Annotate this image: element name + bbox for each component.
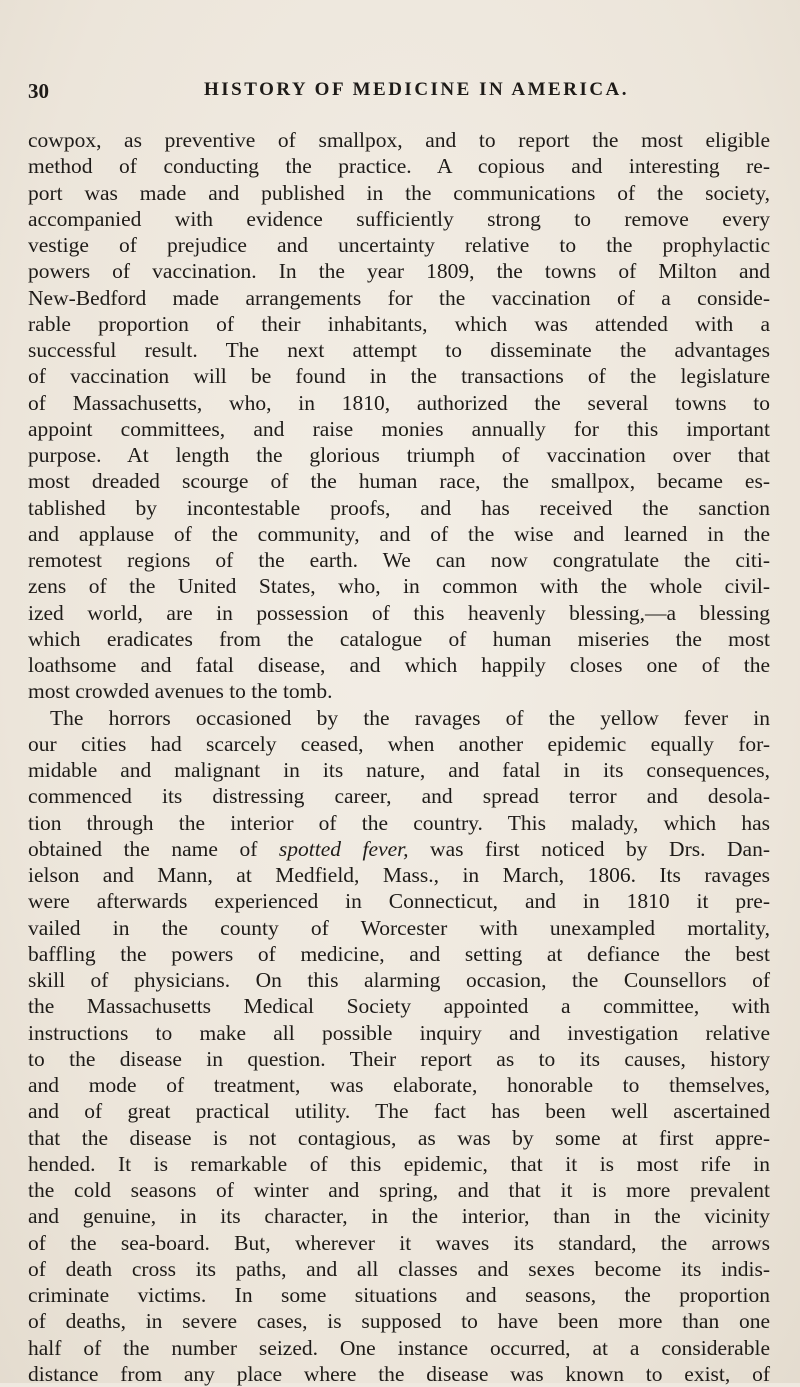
text-line: that the disease is not contagious, as was by some at first appre-: [28, 1125, 770, 1150]
text-line: of the sea-board. But, wherever it waves its standard, the arrows: [28, 1230, 770, 1255]
text-line: of death cross its paths, and all classes and sexes become its indis-: [28, 1256, 770, 1281]
text-line: and of great practical utility. The fact has been well ascertained: [28, 1099, 770, 1124]
text-segment: obtained the name of: [28, 836, 279, 861]
text-line: rable proportion of their inhabitants, which was attended with a: [28, 311, 770, 336]
italic-term: spotted fever,: [278, 836, 409, 861]
text-line: and mode of treatment, was elaborate, honorable to themselves,: [28, 1073, 770, 1097]
text-line: ielson and Mann, at Medfield, Mass., in March, 1806. Its ravages: [28, 863, 770, 887]
text-segment: was first noticed by Drs. Dan-: [408, 836, 770, 861]
text-line: of vaccination will be found in the transactions of the legislature: [28, 364, 770, 389]
text-line: cowpox, as preventive of smallpox, and to report the most eligible: [28, 128, 770, 152]
text-line: most dreaded scourge of the human race, the smallpox, became es-: [28, 469, 770, 494]
text-line: port was made and published in the communications of the society,: [28, 180, 770, 205]
text-line: baffling the powers of medicine, and setting at defiance the best: [28, 941, 770, 966]
text-line: skill of physicians. On this alarming occasion, the Counsellors of: [28, 968, 770, 992]
text-line: appoint committees, and raise monies annually for this important: [28, 416, 770, 441]
running-title: HISTORY OF MEDICINE IN AMERICA.: [204, 79, 630, 100]
text-line: most crowded avenues to the tomb.: [28, 679, 333, 704]
text-line: distance from any place where the disease was known to exist, of: [28, 1361, 770, 1386]
page-number: 30: [28, 79, 49, 103]
text-line: criminate victims. In some situations and seasons, the proportion: [28, 1283, 770, 1307]
text-line: accompanied with evidence sufficiently strong to remove every: [28, 206, 770, 231]
text-line: tablished by incontestable proofs, and has received the sanction: [28, 495, 770, 520]
text-line: and genuine, in its character, in the interior, than in the vicinity: [28, 1204, 770, 1229]
text-line: the Massachusetts Medical Society appointed a committee, with: [28, 994, 770, 1019]
text-line: which eradicates from the catalogue of human miseries the most: [28, 626, 770, 651]
body-text: [28, 127, 770, 1387]
text-line: instructions to make all possible inquiry and investigation relative: [28, 1020, 770, 1045]
text-line: successful result. The next attempt to disseminate the advantages: [28, 338, 770, 362]
text-line: to the disease in question. Their report as to its causes, history: [28, 1046, 770, 1071]
text-line: hended. It is remarkable of this epidemic, that it is most rife in: [28, 1151, 770, 1176]
text-line: ized world, are in possession of this heavenly blessing,—a blessing: [28, 600, 770, 625]
text-line: powers of vaccination. In the year 1809, the towns of Milton and: [28, 259, 770, 284]
text-line: commenced its distressing career, and spread terror and desola-: [28, 784, 770, 809]
text-line: our cities had scarcely ceased, when another epidemic equally for-: [28, 731, 770, 756]
paragraph-start-line: The horrors occasioned by the ravages of the yellow fever in: [50, 705, 770, 730]
text-line: of Massachusetts, who, in 1810, authorized the several towns to: [28, 390, 770, 415]
text-line: New-Bedford made arrangements for the vaccination of a conside-: [28, 285, 770, 310]
text-line: the cold seasons of winter and spring, and that it is more prevalent: [28, 1178, 770, 1202]
text-line: loathsome and fatal disease, and which happily closes one of the: [28, 653, 770, 677]
text-line: vestige of prejudice and uncertainty relative to the prophylactic: [28, 233, 770, 257]
text-line: midable and malignant in its nature, and fatal in its consequences,: [28, 758, 770, 782]
text-line-with-italic: [28, 836, 770, 862]
text-line: were afterwards experienced in Connecticut, and in 1810 it pre-: [28, 889, 770, 914]
text-line: half of the number seized. One instance occurred, at a considerable: [28, 1335, 770, 1360]
text-line: tion through the interior of the country. This malady, which has: [28, 810, 770, 835]
text-line: vailed in the county of Worcester with unexampled mortality,: [28, 915, 770, 940]
text-line: purpose. At length the glorious triumph of vaccination over that: [28, 443, 770, 467]
text-line: remotest regions of the earth. We can now congratulate the citi-: [28, 548, 770, 572]
text-line: method of conducting the practice. A copious and interesting re-: [28, 154, 770, 179]
text-line: and applause of the community, and of the wise and learned in the: [28, 521, 770, 546]
text-line: zens of the United States, who, in common with the whole civil-: [28, 574, 770, 599]
running-head: [28, 79, 748, 111]
text-line: of deaths, in severe cases, is supposed to have been more than one: [28, 1309, 770, 1334]
